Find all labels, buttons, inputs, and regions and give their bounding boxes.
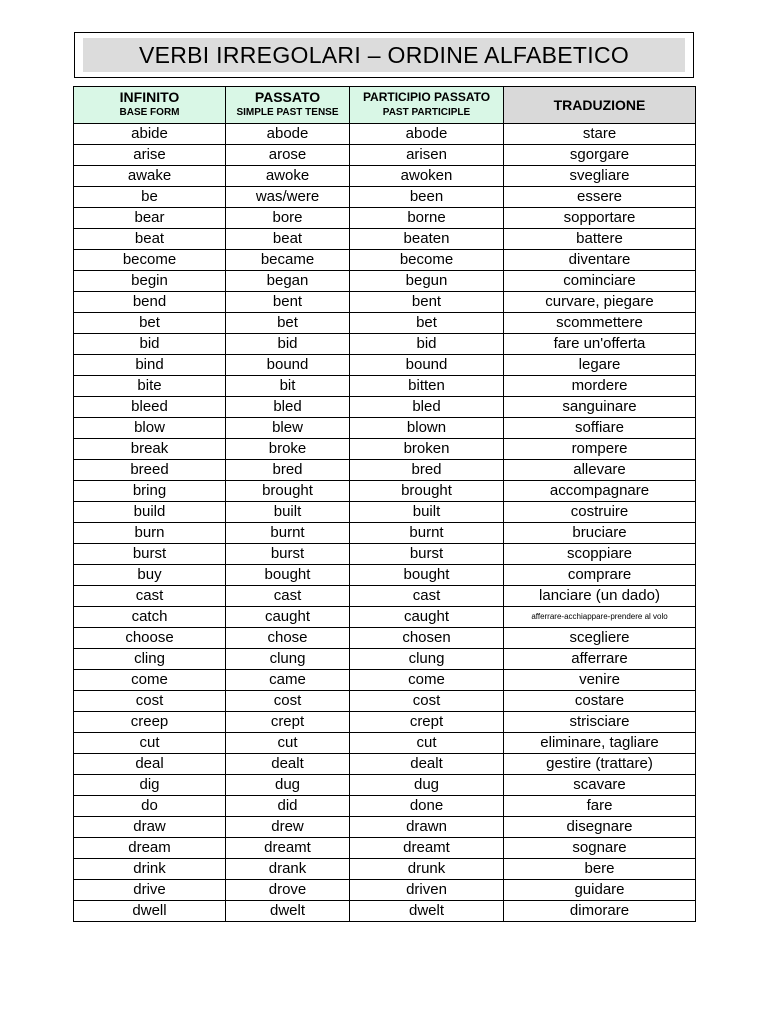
cell-infinito: bite [74,376,226,397]
cell-traduzione: rompere [504,439,696,460]
table-row [74,292,696,313]
cell-participio: awoken [350,166,504,187]
cell-participio: begun [350,271,504,292]
table-row [74,376,696,397]
table-row [74,733,696,754]
cell-traduzione: bere [504,859,696,880]
table-row [74,628,696,649]
cell-passato: dealt [226,754,350,775]
cell-participio: blown [350,418,504,439]
cell-infinito: bleed [74,397,226,418]
cell-participio: abode [350,124,504,145]
cell-infinito: drive [74,880,226,901]
cell-passato: bore [226,208,350,229]
verbs-table [73,86,696,922]
cell-traduzione: sognare [504,838,696,859]
cell-traduzione: accompagnare [504,481,696,502]
cell-traduzione: essere [504,187,696,208]
cell-infinito: cost [74,691,226,712]
cell-passato: abode [226,124,350,145]
table-row [74,145,696,166]
cell-passato: came [226,670,350,691]
table-row [74,271,696,292]
cell-participio: burst [350,544,504,565]
cell-traduzione: comprare [504,565,696,586]
table-row [74,754,696,775]
cell-passato: cut [226,733,350,754]
table-row [74,586,696,607]
cell-passato: cast [226,586,350,607]
cell-passato: dreamt [226,838,350,859]
cell-infinito: come [74,670,226,691]
cell-infinito: bet [74,313,226,334]
cell-passato: chose [226,628,350,649]
cell-traduzione: scegliere [504,628,696,649]
cell-passato: caught [226,607,350,628]
cell-participio: bound [350,355,504,376]
cell-participio: dealt [350,754,504,775]
cell-passato: bid [226,334,350,355]
table-row [74,544,696,565]
cell-infinito: cling [74,649,226,670]
cell-infinito: bend [74,292,226,313]
cell-passato: clung [226,649,350,670]
cell-traduzione: allevare [504,460,696,481]
cell-traduzione: costruire [504,502,696,523]
cell-participio: beaten [350,229,504,250]
cell-passato: bought [226,565,350,586]
cell-traduzione: fare [504,796,696,817]
cell-infinito: deal [74,754,226,775]
title-box [74,32,694,78]
cell-traduzione: battere [504,229,696,250]
cell-participio: dreamt [350,838,504,859]
page-title: VERBI IRREGOLARI – ORDINE ALFABETICO [83,38,685,72]
cell-infinito: creep [74,712,226,733]
cell-participio: burnt [350,523,504,544]
cell-passato: awoke [226,166,350,187]
table-row [74,838,696,859]
table-row [74,250,696,271]
cell-traduzione: scommettere [504,313,696,334]
cell-passato: arose [226,145,350,166]
cell-participio: built [350,502,504,523]
cell-traduzione: mordere [504,376,696,397]
cell-participio: come [350,670,504,691]
cell-passato: burnt [226,523,350,544]
cell-infinito: bear [74,208,226,229]
cell-infinito: bind [74,355,226,376]
cell-passato: bred [226,460,350,481]
table-row [74,670,696,691]
cell-passato: began [226,271,350,292]
cell-participio: drunk [350,859,504,880]
header-row [74,87,696,124]
header-infinito: INFINITO BASE FORM [74,87,226,124]
table-row [74,439,696,460]
cell-traduzione: afferrare [504,649,696,670]
cell-passato: beat [226,229,350,250]
cell-traduzione: sopportare [504,208,696,229]
cell-infinito: abide [74,124,226,145]
cell-passato: bent [226,292,350,313]
cell-participio: driven [350,880,504,901]
table-row [74,901,696,922]
table-row [74,691,696,712]
cell-infinito: arise [74,145,226,166]
table-row [74,208,696,229]
cell-traduzione: afferrare-acchiappare-prendere al volo [504,607,696,628]
cell-participio: caught [350,607,504,628]
cell-traduzione: sanguinare [504,397,696,418]
table-row [74,565,696,586]
cell-participio: bet [350,313,504,334]
table-row [74,397,696,418]
cell-passato: bit [226,376,350,397]
cell-passato: dug [226,775,350,796]
table-row [74,607,696,628]
cell-traduzione: eliminare, tagliare [504,733,696,754]
cell-infinito: burn [74,523,226,544]
cell-participio: clung [350,649,504,670]
cell-participio: crept [350,712,504,733]
cell-traduzione: lanciare (un dado) [504,586,696,607]
cell-passato: drank [226,859,350,880]
cell-traduzione: scavare [504,775,696,796]
cell-participio: become [350,250,504,271]
cell-infinito: breed [74,460,226,481]
cell-traduzione: costare [504,691,696,712]
table-row [74,166,696,187]
table-row [74,523,696,544]
cell-traduzione: bruciare [504,523,696,544]
cell-traduzione: gestire (trattare) [504,754,696,775]
cell-traduzione: soffiare [504,418,696,439]
table-row [74,502,696,523]
cell-infinito: buy [74,565,226,586]
cell-passato: dwelt [226,901,350,922]
cell-participio: bred [350,460,504,481]
header-traduzione: TRADUZIONE [504,87,696,124]
cell-infinito: do [74,796,226,817]
cell-traduzione: disegnare [504,817,696,838]
cell-traduzione: cominciare [504,271,696,292]
table-row [74,334,696,355]
table-row [74,124,696,145]
cell-passato: burst [226,544,350,565]
cell-traduzione: guidare [504,880,696,901]
cell-traduzione: venire [504,670,696,691]
cell-traduzione: dimorare [504,901,696,922]
table-row [74,460,696,481]
cell-traduzione: scoppiare [504,544,696,565]
cell-infinito: cut [74,733,226,754]
table-row [74,481,696,502]
cell-infinito: dream [74,838,226,859]
cell-passato: drew [226,817,350,838]
table-row [74,418,696,439]
cell-passato: blew [226,418,350,439]
cell-participio: bought [350,565,504,586]
cell-passato: broke [226,439,350,460]
table-row [74,712,696,733]
cell-participio: dug [350,775,504,796]
table-row [74,817,696,838]
cell-traduzione: svegliare [504,166,696,187]
table-row [74,187,696,208]
cell-infinito: break [74,439,226,460]
cell-participio: chosen [350,628,504,649]
cell-participio: arisen [350,145,504,166]
cell-traduzione: strisciare [504,712,696,733]
cell-passato: brought [226,481,350,502]
cell-participio: done [350,796,504,817]
cell-participio: dwelt [350,901,504,922]
cell-passato: built [226,502,350,523]
table-row [74,229,696,250]
cell-infinito: beat [74,229,226,250]
cell-participio: been [350,187,504,208]
cell-participio: brought [350,481,504,502]
cell-infinito: burst [74,544,226,565]
table-row [74,355,696,376]
cell-participio: bled [350,397,504,418]
cell-infinito: be [74,187,226,208]
table-row [74,796,696,817]
cell-traduzione: sgorgare [504,145,696,166]
cell-participio: bent [350,292,504,313]
cell-passato: bound [226,355,350,376]
cell-passato: became [226,250,350,271]
header-passato: PASSATO SIMPLE PAST TENSE [226,87,350,124]
cell-infinito: bring [74,481,226,502]
cell-infinito: become [74,250,226,271]
cell-participio: cast [350,586,504,607]
cell-participio: cut [350,733,504,754]
cell-participio: borne [350,208,504,229]
table-row [74,775,696,796]
cell-infinito: catch [74,607,226,628]
cell-traduzione: stare [504,124,696,145]
header-participio: PARTICIPIO PASSATO PAST PARTICIPLE [350,87,504,124]
cell-infinito: begin [74,271,226,292]
cell-passato: bled [226,397,350,418]
cell-passato: did [226,796,350,817]
cell-participio: cost [350,691,504,712]
cell-traduzione: fare un'offerta [504,334,696,355]
cell-participio: broken [350,439,504,460]
cell-passato: cost [226,691,350,712]
cell-infinito: drink [74,859,226,880]
cell-infinito: choose [74,628,226,649]
cell-traduzione: diventare [504,250,696,271]
cell-infinito: bid [74,334,226,355]
cell-participio: drawn [350,817,504,838]
cell-passato: crept [226,712,350,733]
cell-passato: bet [226,313,350,334]
cell-traduzione: curvare, piegare [504,292,696,313]
cell-infinito: draw [74,817,226,838]
cell-passato: drove [226,880,350,901]
cell-passato: was/were [226,187,350,208]
table-row [74,649,696,670]
cell-infinito: cast [74,586,226,607]
table-row [74,859,696,880]
cell-infinito: awake [74,166,226,187]
table-row [74,880,696,901]
table-body [74,124,696,922]
table-row [74,313,696,334]
cell-infinito: dig [74,775,226,796]
cell-infinito: blow [74,418,226,439]
cell-infinito: dwell [74,901,226,922]
cell-participio: bitten [350,376,504,397]
cell-infinito: build [74,502,226,523]
cell-participio: bid [350,334,504,355]
cell-traduzione: legare [504,355,696,376]
